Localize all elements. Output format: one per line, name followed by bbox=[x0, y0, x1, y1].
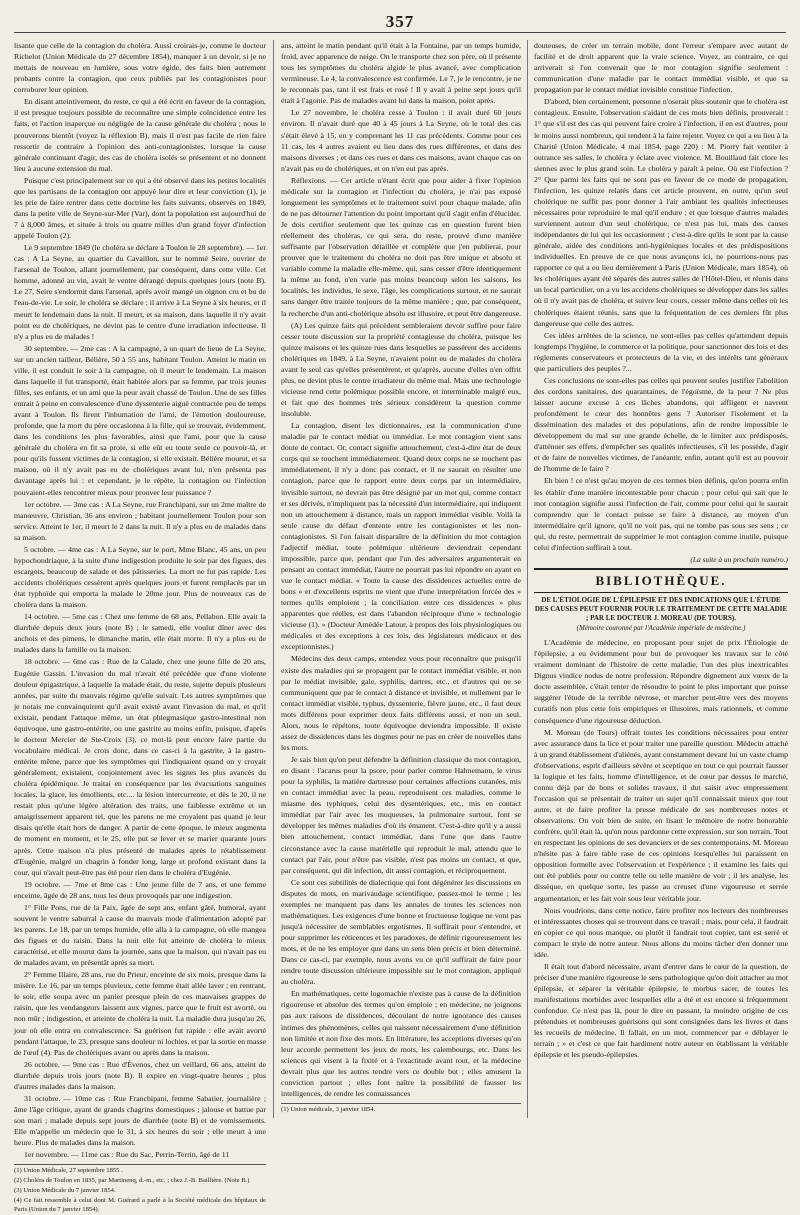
paragraph: L'Académie de médecine, en proposant pour sujet de prix l'Étiologie de l'épilepsie, a eu évidemment pour but de provoquer les travaux sur le côté vraiment dominant de l'histoire de cette maladie, l'un des plus inextricables Dignus vindice nodus de notre profession. Répondre dignement aux vœux de la docte assemblée, c'était tenter de résoudre le point le plus important que puisse suggérer l'étude de la terrible névrose, et marcher peut-être vers des moyens curatifs non plus cette fois empiriques et illusoires, mais rationnels, et comme conséquence d'une rigoureuse déduction. bbox=[534, 638, 788, 725]
paragraph: Eh bien ! ce n'est qu'au moyen de ces termes bien définis, qu'on pourra enfin les établir d'une manière incontestable pour chacun ; pour celui qui sait que le mot contagion signifie aussi l'infection de l'air, comme pour celui qui le saurait comprendre que le contact puisse se faire à distance, au moyen d'un intermédiaire qu'il ignore, qu'il ne voit pas, qui ne tombe pas sous ses sens ; ce qui, du reste, permettrait de supprimer le mot contagion comme inutile, puisque celui d'infection suffirait à tout. bbox=[534, 476, 788, 552]
footnote: (1) Union Médicale, 27 septembre 1855 . bbox=[14, 1167, 123, 1175]
footnote: (1) Union médicale, 3 janvier 1854. bbox=[281, 1105, 376, 1113]
paragraph: 1er octobre. — 3me cas : A La Seyne, rue Franchipani, sur un 2me maître de manœuvre, Christian, 36 ans environ ; habitant journellement Toulon pour son service. Atteint le 1er, il meurt le 2 dans la nuit. Il n'y a plus eu de malades dans sa maison. bbox=[14, 499, 266, 542]
paragraph: 5 octobre. — 4me cas : A La Seyne, sur le port, Mme Blanc, 45 ans, un peu hypochondriaque, à la suite d'une indigestion produite le soir par des figues, des escargots, beaucoup de salade et des pâtisseries. La mort ne fut pas rapide. Les accidents cholériques cessèrent après quelques jours et furent remplacés par un état typhoïde qui emporta la malade le 20me jour. Plus de nouveaux cas de choléra dans la maison. bbox=[14, 544, 266, 610]
paragraph: Le 27 novembre, le choléra cesse à Toulon : il avait duré 60 jours environ. Il n'avait duré que 40 à 45 jours à La Seyne, où le total des cas s'était élevé à 15, en y comprenant les 11 cas précédents. Comme pour ces 11 cas, les 4 autres avaient eu lieu dans des rues différentes, et dans des maisons diverses ; et dans ces rues et dans ces maisons, avant chaque cas on n'avait pas eu de cholériques, et on n'en eut pas après. bbox=[281, 108, 521, 173]
column-divider bbox=[273, 40, 274, 1118]
paragraph: M. Moreau (de Tours) offrait toutes les conditions nécessaires pour entrer avec assurance dans la lice et pour traiter une pareille question. Médecin attaché à un grand établissement d'aliénés, ayant constamment devant lui un vaste champ d'observations, esprit d'ailleurs sévère et sceptique en tout ce qui pourrait fausser la logique et les faits, homme d'intelligence, et de cœur par dessus le marché, connu déjà par de bons et solides travaux, il dut saisir avec empressement l'occasion qui se présentait de traiter un sujet qu'il connaissait mieux que tout autre, et de faire profiter la presse médicale de ses nombreuses notes et observations. On voit bien de suite, en lisant le mémoire de notre honorable confrère, qu'il était là, qu'on nous pardonne cette expression, sur son terrain. Tout en respectant les opinions de ses devanciers et de ses contemporains, M. Moreau n'hésite pas à faire table rase de ces opinions lorsqu'elles lui paraissent en opposition formelle avec l'observation et l'expérience ; il examine les faits qui ont été publiés pour ou contre telle ou telle manière de voir ; il les analyse, les dissèque, en quelque sorte, les passe au creuset d'une vigoureuse et serrée argumentation, et les fait voir sous leur véritable jour. bbox=[534, 727, 788, 903]
paragraph: 26 octobre. — 9me cas : Rue d'Évenos, chez un veillard, 66 ans, atteint de diarrhée depuis trois jours (note B). Il expire en vingt-quatre heures ; plus d'autres malades dans la maison. bbox=[14, 1059, 266, 1091]
paragraph: Je sais bien qu'on peut défendre la définition classique du mot contagion, en disant : l'acarus pour la psore, pour parler comme Hahnemann, le virus pour la syphilis, la matière dartreuse pour certaines affections cutanées, mis en contact immédiat avec la peau, reproduisent ces maladies, comme le miasme des typhiques, celui des dysentériques, etc., mis en contact immédiat par l'air avec les muqueuses, la pulmonaire surtout, font se développer les mêmes maladies d'où ils émanent. C'est-à-dire qu'il y a aussi bien attouchement, contact immédiat, dans l'une que dans l'autre circonstance avec la cause matérielle qui reproduit le mal, attendu que le contact par l'air, pour n'être pas visible, n'est pas moins un contact, et que, par conséquent, qui dit infection, dit aussi contagion, et réciproquement. bbox=[281, 755, 521, 875]
column-divider bbox=[527, 40, 528, 1118]
article-subtitle: (Mémoire couronné par l'Académie impériale de médecine.) bbox=[576, 624, 746, 633]
paragraph: 30 septembre. — 2me cas : A la campagne, à un quart de lieue de La Seyne, sur un ancien tailleur, Bélière, 50 à 55 ans, habitant Toulon. Atteint le matin en ville, il est conduit le soir à la campagne, où il meurt le lendemain. La maison dans laquelle il fut transporté, était habitée alors par sa femme, par trois jeunes filles, ses enfants, et un ami que la peur avait chassé de Toulon. Une de ses filles entrait à peine en convalescence d'une dyssenterie aiguë contractée peu de temps avant à Toulon. Ils firent l'inhumation de l'ami, de l'émotion douloureuse, profonde, que la mort du père occasionna à la fille, qui se trouvait, évidemment, dans les conditions les plus favorables, ainsi que l'ami, pour que la cause générale du choléra en fit sa proie, si elle eût eu toute seule ce pouvoir-là, et pour qu'ils fussent victimes de la contagion, si elle existait. Bélière mourut, et sa maison, où il n'y avait pas eu de cholériques avant lui, n'en présenta pas davantage après lui : et cependant, je le répète, la contagion ou l'infection pouvaient-elles rencontrer mieux pour prouver leur puissance ? bbox=[14, 343, 266, 497]
paragraph: ans, atteint le matin pendant qu'il était à la Fontaine, par un temps humide, froid, avec apparence de neige. On le transporte chez son père, où il présente tous les symptômes du choléra algide le plus avancé, avec complication vermineuse. Le 4, la convalescence est confirmée. Le 7, je le rencontre, je ne le reconnais pas, tant il est frais et rosé ! Il y avait à peine sept jours qu'il était à l'agonie. Pas de malades avant lui dans la maison, point après. bbox=[281, 41, 521, 106]
paragraph: La contagion, disent les dictionnaires, est la communication d'une maladie par le contact médiat ou immédiat. Le mot contagion vient sans doute de contact. Or, contact signifie attouchement, c'est-à-dire état de deux corps qui se touchent immédiatement. Quand deux corps ne se touchent pas immédiatement, il n'y a donc pas contact, et il ne saurait en résulter une contagion, parce que le rapport entre deux corps par un intermédiaire, invisible surtout, ne devrait pas être désigné par un mot qui, comme contact et ses dérivés, n'impliquent pas la nécessité d'un intermédiaire, qui indiquent non un attouchement à distance, mais un rapport immédiat visible. Voilà la seule cause du défaut d'entente entre les contagionistes et les non-contagionistes. Si l'on faisait disparaître de la définition du mot contagion l'adjectif médiat, toute polémique ultérieure deviendrait cependant impossible, parce que, pendant que l'un des adversaires argumenterait en pensant au contact immédiat, l'autre ne pourrait pas lui répondre en ayant en vue le contact médiat. « Toute la cause des dissidences actuelles entre de bons » et d'excellents esprits ne vient que d'une interprétation forcée des » termes qu'ils emploient ; la conciliation entre ces dissidences » plus apparentes que réelles, est dans l'abandon réciproque d'une » technologie vicieuse (1). » (Docteur Amédée Latour, à propos des lois physiologiques ou médicales et des exceptions à ces lois, des législateurs médicaux et des exceptionnistes.) bbox=[281, 421, 521, 652]
footnote: (3) Union Médicale du 7 janvier 1854. bbox=[14, 1187, 116, 1195]
paragraph: Le 9 septembre 1849 (le choléra se déclare à Toulon le 28 septembre). — 1er cas : A La Seyne, au quartier du Cavaillon, sur le nommé Seire, ouvrier de l'arsenal de Toulon, allant journellement, par conséquent, dans cette ville. Cet homme, adonné au vin, avait le ventre dérangé depuis quelques jours (note B). Le 27, Seire s'endormit dans l'arsenal, après avoir mangé un oignon cru et bu de l'eau-de-vie. Le soir, le choléra se déclare ; il arrive à La Seyne à six heures, et il meurt le lendemain dans la nuit. Il meurt, et sa maison, dans laquelle il n'y avait point eu de cholériques, ne devint pas le centre d'une irradiation infectieuse. Il n'y a plus eu de malades ! bbox=[14, 243, 266, 341]
paragraph: En mathématiques, cette logomachie n'existe pas à cause de la définition rigoureuse et absolue des termes qu'on emploie ; en médecine, ne joignons pas aux raisons de dissidences, découlant de notre ignorance des causes intimes des phénomènes, celles qui naissent nécessairement d'une définition non limitée et non fixe des mots. En littérature, les acceptions diverses qu'on leur accorde permettent les jeux de mots, les calembourgs, etc. Dans les sciences qui visent à la fixité et à l'exactitude avant tout, et la médecine devrait plus que les autres tendre vers ce double but ; elles amusent la conviction partout ; elles font naître la possibilité de fausser les intelligences, de rendre les connaissances bbox=[281, 989, 521, 1098]
paragraph: 18 octobre. — 6me cas : Rue de la Calade, chez une jeune fille de 20 ans, Eugénie Gassin. L'invasion du mal n'avait été précédée que d'une violente douleur épigastrique, à laquelle la malade était, du reste, sujette depuis plusieurs années, par suite du mauvais régime qu'elle suivait. Les autres symptômes que je notais me convainquirent qu'il avait existé avant l'invasion du mal, et qu'il existait, pendant l'attaque même, un état phlegmasique gastro-intestinal non équivoque, une gastro-entérite, ou une gastrite au moins enfin, puisque, d'après le docteur Mercier de Ste-Croix (3), ce mot-là peut encore faire partie du vocabulaire médical. Je crois donc, dans ce cas-ci à la gastrite, à la gastro-entérite même, parce que les symptômes qui l'indiquaient quand on y croyait généralement, existaient, conjointement avec les signes les plus avancés du choléra épidémique. Je traitai en conséquence par les évacuations sanguines locales, la glace, les émollients, etc.... la lésion intercurrente, et dès le 20, il ne restait plus qu'une légère altération des traits, une faiblesse extrême et un amaigrissement apparent tel, que les parens ne me croyaient pas quand je leur disais qu'elle était hors de danger. A partir de cette époque, le mieux augmenta de moment en moment, et le 25, elle put se lever et se marier quarante jours après. Cette maison n'a plus présenté de malades après le rétablissement d'Eugénie, malgré un chagrin à fonder long, large et profond existant dans la cour, qui n'avait peut-être pas été pour rien dans le choléra d'Eugénie. bbox=[14, 657, 266, 877]
paragraph: douteuses, de créer un terrain mobile, dont l'erreur s'empare avec autant de facilité et de droit apparent que la vraie science. Voyez, au contraire, ce qui arriverait si l'on convenait que le mot contagion signifie seulement : communication d'une maladie par le contact immédiat visible, et que sa propagation par le contact médiat invisible constitue l'infection. bbox=[534, 41, 788, 95]
paragraph: Nous voudrions, dans cette notice, faire profiter nos lecteurs des nombreuses et intéressantes choses qui se trouvent dans ce travail ; mais, pour cela, il faudrait en copier ce qui nous manque, ou plutôt il faudrait tout copier, tant est serré et compact le style de notre auteur. Nous allons du moins tâcher d'en donner une idée. bbox=[534, 905, 788, 959]
paragraph: D'abord, bien certainement, personne n'oserait plus soutenir que le choléra est contagieux. Ensuite, l'observation s'aidant de ces mots bien définis, prouverait : 1° que s'il est des cas qui peuvent faire croire à l'infection, il en est d'autres, pour le moins aussi nombreux, qui tendent à la faire rejeter. Voyez ce qui a eu lieu à la Charité (Union Médicale, 4 mai 1854, page 220) : M. Piorry fait ventiler à outrance ses salles, le choléra y éclate avec violence. M. Bouillaud fait clore les siennes avec le plus grand soin. Le choléra y paraît à peine. Où est l'infection ? 2° Que parmi les faits qui ne sont pas en faveur de ce mode de propagation, l'infection, les quinze relatés dans cet article prouvent, en outre, qu'un seul cholérique ne suffit pas pour donner à l'air ambiant les qualités infectieuses nécessaires pour reproduire le mal qu'il endure ; et que lorsque d'autres malades surviennent autour d'un seul cholérique, ce n'est pas lui, mais des causes indépendantes de lui qui les occasionnent ; c'est-à-dire qu'ils le sont par la cause générale, aidée des conditions anti-hygiéniques locales et des prédispositions individuelles. En preuve de ce que nous avançons ici, ne pourrions-nous pas rapporter ce qui a eu lieu dernièrement à Paris (Union Médicale, mars 1854), où les cholériques ayant été séparés des autres salles de l'Hôtel-Dieu, et réunis dans un local particulier, on a vu les accidens cholériques se développer dans les salles où il n'y avait pas de choléra, et suivre leur cours, cesser même dans celles où les cholériques étaient réunis, sans que la fréquentation de ces derniers fût plus dangereuse que celle des autres. bbox=[534, 97, 788, 328]
footnotes bbox=[14, 1164, 266, 1214]
paragraph: 2° Femme Illaire, 28 ans, rue du Prieur, enceinte de six mois, presque dans la misère. Le 16, par un temps pluvieux, cette femme était allée laver ; en rentrant, le soir, elle soupa avec un panier presque plein de ces mauvaises grappes de raisin, que les vendangeurs laissent aux vignes, parce que le fruit est avorté, ou non mûr ; indigestion, et atteinte de choléra la nuit. La maladie dura jusqu'au 26, jour où elle entra en convalescence. Sa guérison fut rapide : elle avait avorté pendant l'attaque, le 23, presque sans douleur ni lochies, et par la sortie en masse de l'œuf (4). Pas de cholériques avant ou après dans la maison. bbox=[14, 970, 266, 1057]
paragraph: 14 octobre. — 5me cas : Chez une femme de 68 ans, Pellabon. Elle avait la diarrhée depuis deux jours (note B) ; le samedi, elle voulut dîner avec des anchois et des pimens, le dimanche matin, elle était morte. Il n'y a plus eu de malades dans la famille ou la maison. bbox=[14, 612, 266, 655]
paragraph: En disant atteintivement, du reste, ce qui a été écrit en faveur de la contagion, il est presque toujours possible de reconnaître une simple coïncidence entre les faits, et l'action inaperçue ou négligée de la cause générale du choléra ; nous le prouverons bientôt (voyez la réflexion B), mais il n'est pas facile de rien faire ressortir de contraire à l'opinion des anti-contagionistes, lorsque la cause générale continuant d'agir, des cas de choléra isolés se présentent et ne donnent lieu à aucune extension du mal. bbox=[14, 97, 266, 173]
continued-note: (La suite à un prochain numéro.) bbox=[690, 554, 788, 564]
paragraph: Puisque c'est principalement sur ce qui a été observé dans les petites localités que les partisans de la contagion ont appuyé leur dire et leur conviction (1), je les prie de faire rentrer dans cette doctrine les faits suivants, observés en 1849, dans la petite ville de Seyne-sur-Mer (Var), dont la population est aujourd'hui de 7 à 8,000 âmes, et située à trois ou quatre milles d'un grand foyer d'infection appelé Toulon (2). bbox=[14, 175, 266, 241]
bibliography-header bbox=[534, 568, 788, 592]
footnote: (4) Ce fait ressemble à celui dont M. Guérard a parlé à la Société médicale des hôpitaux de Paris (Union du 7 janvier 1854). bbox=[14, 1196, 266, 1213]
reflexions-paragraph: Réflexions. — Cet article n'étant écrit que pour aider à fixer l'opinion médicale sur la contagion et l'infection du choléra, je n'ai pas exposé longuement les symptômes et le traitement suivi pour chaque malade, afin de ne pas détourner l'attention du point important qu'il s'agit enfin d'élucider. Je dois certifier seulement que les quinze cas en question furent bien réellement des choléras, ce qui sera, du reste, prouvé d'une manière suffisante par l'observation détaillée et complète que j'en publierai, pour prouver que le traitement du choléra ne doit pas être unique et absolu et variable comme la maladie elle-même, qui, sans cesser d'être identiquement la même au fond, n'en varie pas moins beaucoup selon les saisons, les localités, les individus, le sexe, l'âge, les complications surtout, et ne saurait sans danger être traitée toujours de la même manière ; que, par conséquent, la recherche d'un anti-cholérique absolu est illusoire, et peut être dangereuse. bbox=[281, 175, 521, 318]
paragraph: lisante que celle de la contagion du choléra. Aussi croirais-je, comme le docteur Richelot (Union Médicale du 27 décembre 1854), manquer à un devoir, si je ne mettais de nouveau en lumière, sous votre égide, des faits bien autrement probants contre la contagion, que ceux publiés par les contagionistes pour corroborer leur opinion. bbox=[14, 41, 266, 95]
paragraph: 1° Fille Pons, rue de la Paix, âgée de sept ans, enfant gâté, humoral, ayant souvent le ventre saburral à cause du mauvais mode d'alimentation adopté par les parens. Le 18, par un temps humide, elle alla à la campagne, où elle mangea des figues et du raisin. Dans la nuit elle fut atteinte de choléra le mieux caractérisé, et elle mourut dans la journée, sans que la maison, qui n'avait pas eu de malades avant, en présentât après sa mort. bbox=[14, 902, 266, 968]
paragraph: Ce sont ces subtilités de dialectique qui font dégénérer les discussions en disputes de mots, en marivaudage scientifique, passez-moi le terme ; les exemples ne manquent pas dans les annales de toutes les sciences non mathématiques. Les exigences d'une bonne et fructueuse logique ne vont pas jusqu'à nécessiter de semblables ergotismes. Il suffirait pour s'entendre, et pour supprimer les réticences et les paradoxes, de définir rigoureusement les mots, et de ne les employer que dans un sens bien précis et bien déterminé. Dans ce cas-ci, par exemple, nous avons vu ce qu'il suffirait de faire pour rendre toute discussion ultérieure impossible sur le mot contagion, appliqué au choléra. bbox=[281, 877, 521, 987]
paragraph: 1er novembre. — 11me cas : Rue du Sac, Perrin-Terrin, âgé de 11 bbox=[24, 1150, 230, 1160]
column-middle bbox=[281, 40, 521, 1118]
paragraph: Médecins des deux camps, entendez vous pour reconnaître que puisqu'il existe des maladies qui se propagent par le contact immédiat visible, et non par le médiat invisible, gale, syphilis, dartres, etc., et d'autres qui ne se communiquent que par le contact à distance et invisible, et nullement par le contact immédiat visible, typhus, dyssenterie, fièvre jaune, etc., il faut deux mots différens pour exprimer deux faits différens aussi, et non un seul. Alors, nous le répétons, toute équivoque deviendra impossible. Il existe assez de dissidences dans les dogmes pour ne pas en créer de nouvelles dans les mots. bbox=[281, 654, 521, 752]
paragraph: 31 octobre. — 10me cas : Rue Franchipani, femme Sabatier, journalière ; âme l'âge critique, ayant de grands chagrins domestiques ; jalouse et battue par son mari ; malade depuis sept jours de diarrhée (note B) et de vomissements. Elle m'appelle un médecin que le 31, à six heures du soir ; elle meurt à une heure. Plus de malades dans la maison. bbox=[14, 1093, 266, 1148]
page-number: 357 bbox=[385, 12, 415, 31]
article-title: DE L'ÉTIOLOGIE DE L'ÉPILEPSIE ET DES INDICATIONS QUE L'ÉTUDE DES CAUSES PEUT FOURNIR POUR LE TRAITEMENT DE CETTE MALADIE ; PAR LE DOCTEUR J. MOREAU (DE TOURS). bbox=[534, 595, 788, 623]
paragraph: Ces conclusions ne sont-elles pas celles qui peuvent seules justifier l'abolition des cordons sanitaires, des quarantaines, de l'égoïsme, de la peur ? Ne plus laisser aucune excuse à ces lâches abandons, qui affligent et navrent profondément le cœur des honnêtes gens ? Autoriser l'isolement et la dissémination des malades et des populations, afin de rendre impossible le développement du mal sur une grande échelle, de le limiter aux prédisposés, d'atténuer ses effets, d'empêcher ses qualités infectieuses, s'il les possède, d'agir et de faire de nouvelles victimes, de l'anéantir, enfin, autant qu'il est au pouvoir de l'homme de le faire ? bbox=[534, 375, 788, 474]
section-title: BIBLIOTHÈQUE. bbox=[595, 573, 727, 589]
column-right bbox=[534, 40, 788, 1118]
paragraph: Il était tout d'abord nécessaire, avant d'entrer dans le cœur de la question, de préciser d'une manière rigoureuse le sens pathologique qu'on doit attacher au mot épilepsie, et séparer la véritable épilepsie, le morbus sacer, de toutes les manifestations morbides avec lesquelles elle a été et est encore si fréquemment confondue. Ce n'est pas là, pour le dire en passant, la moindre origine de ces prétendues et nombreuses guérisons qui sont consignées dans les livres et dans les recueils de médecine. Il fallait, en un mot, commencer par « déblayer le terrain ; » et c'est ce que fait hardiment notre auteur en établissant la véritable épilepsie et les pseudo-épilepsies. bbox=[534, 961, 788, 1060]
column-left bbox=[14, 40, 266, 1213]
paragraph: (A) Les quinze faits qui précèdent sembleraient devoir suffire pour faire cesser toute discussion sur la propriété contagieuse du choléra, puisque les quinze maisons et les quinze rues dans lesquelles se passèrent des accidents cholériques en 1849, à La Seyne, n'avaient point eu de malades du choléra avant le seul cas qu'elles présentèrent, et qu'après, aucune d'elles n'en offrit plus, ne devint plus le centre irradiateur du même mal. Mais une technologie vicieuse rend cette polémique possible encore, et interminable malgré eux, et fait que des hommes très sérieux considèrent la question comme insoluble. bbox=[281, 320, 521, 419]
footnotes bbox=[281, 1103, 521, 1115]
paragraph: Ces idées arrêtées de la science, ne sont-elles pas celles qu'attendent depuis longtemps l'hygiène, le commerce et la politique, pour sanctionner des lois et des règlements conservateurs et protecteurs de la vie, et des intérêts tant généraux que particuliers des peuples ?... bbox=[534, 330, 788, 373]
footnote: (2) Choléra de Toulon en 1835, par Martinenq, d.-m., etc. ; chez J.-B. Baillière. (Note B.) bbox=[14, 1177, 250, 1185]
paragraph: 19 octobre. — 7me et 8me cas : Une jeune fille de 7 ans, et une femme enceinte, âgée de 28 ans, tous les deux provoqués par une indigestion. bbox=[14, 879, 266, 900]
header-rule bbox=[14, 32, 786, 33]
